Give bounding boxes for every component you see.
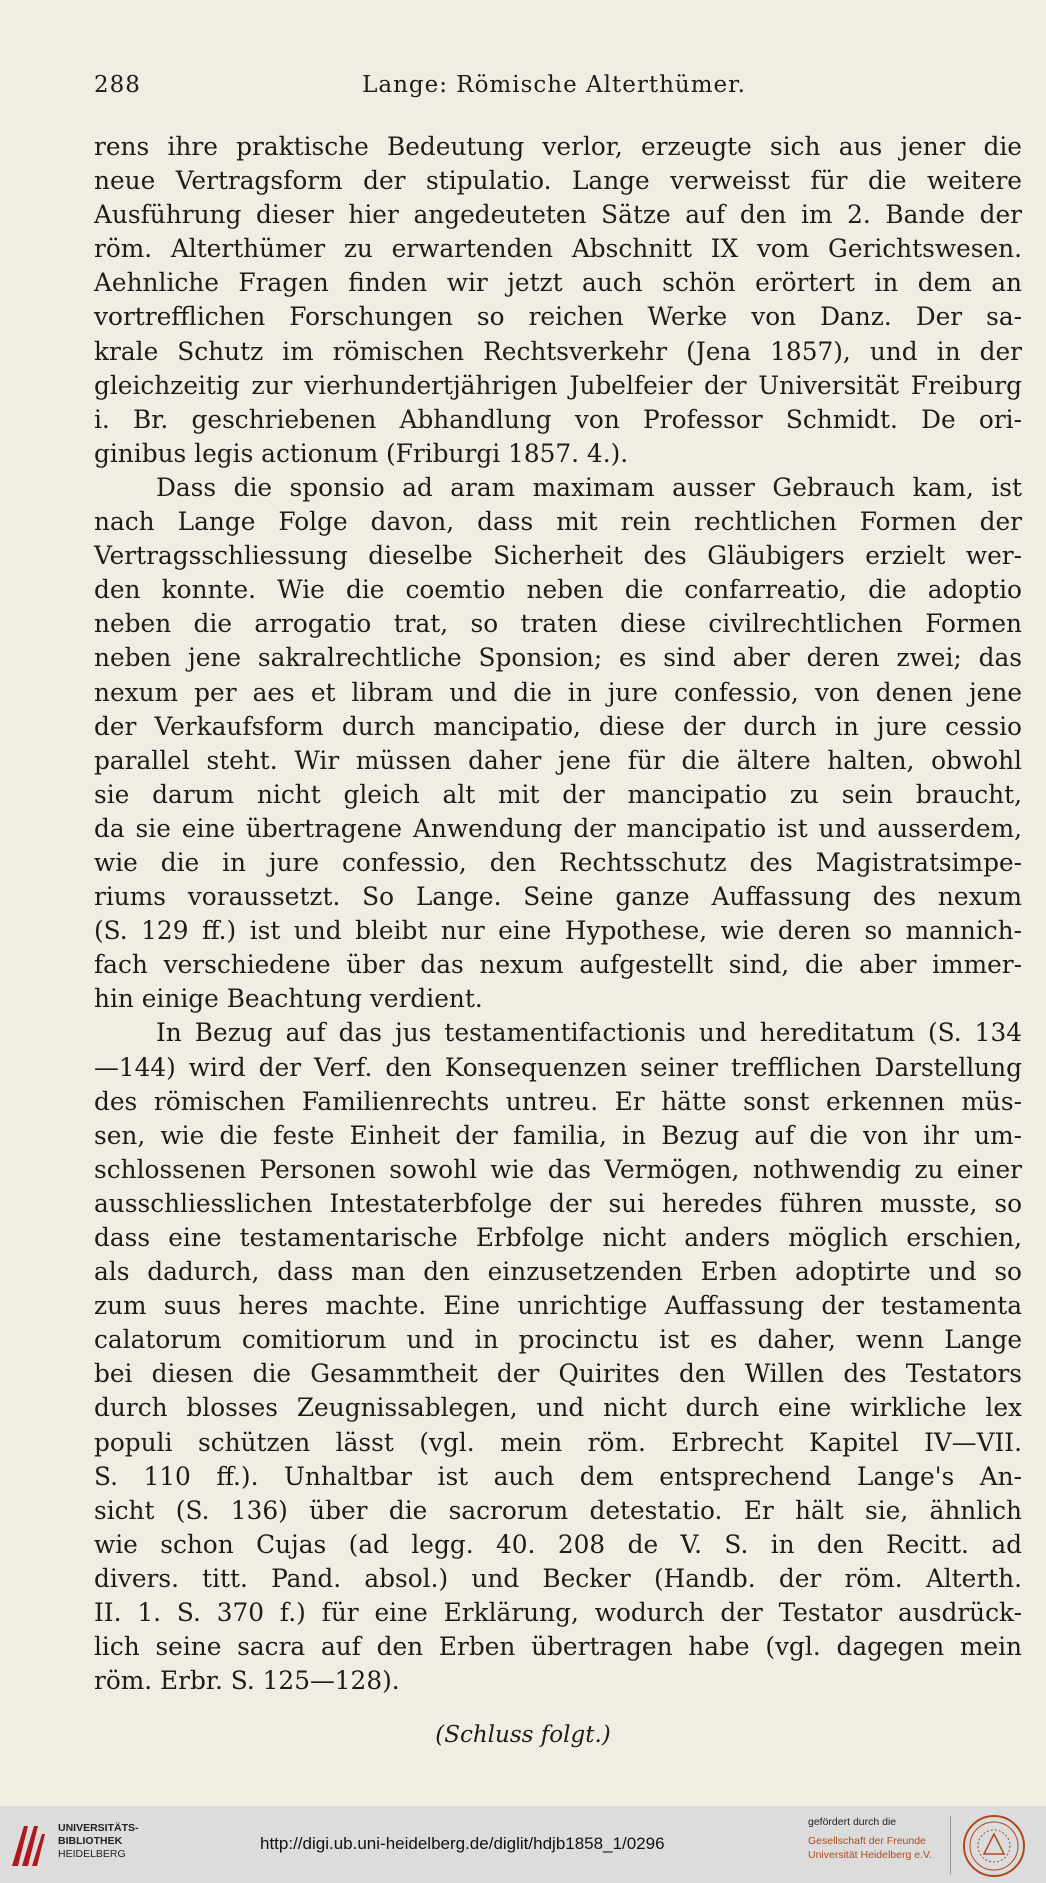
text-line: i. Br. geschriebenen Abhandlung von Professor Schmidt. De ori-	[94, 404, 1022, 434]
text-line: riums voraussetzt. So Lange. Seine ganze Auffassung des nexum	[94, 882, 1022, 912]
text-line: neben die arrogatio trat, so traten diese civilrechtlichen Formen	[94, 609, 1022, 639]
library-name-line-2: BIBLIOTHEK	[58, 1835, 123, 1847]
text-line: sen, wie die feste Einheit der familia, in Bezug auf die von ihr um-	[94, 1120, 1022, 1150]
text-line: ginibus legis actionum (Friburgi 1857. 4.).	[94, 438, 629, 468]
text-line: dass eine testamentarische Erbfolge nicht anders möglich erschien,	[94, 1223, 1022, 1252]
source-url-link[interactable]: http://digi.ub.uni-heidelberg.de/diglit/hdjb1858_1/0296	[260, 1834, 665, 1853]
text-line: als dadurch, dass man den einzusetzenden Erben adoptirte und so	[94, 1257, 1022, 1287]
text-line: durch blosses Zeugnissablegen, und nicht durch eine wirkliche lex	[94, 1393, 1022, 1423]
text-line: (S. 129 ff.) ist und bleibt nur eine Hypothese, wie deren so mannich-	[94, 916, 1022, 946]
text-line: II. 1. S. 370 f.) für eine Erklärung, wodurch der Testator ausdrück-	[94, 1598, 1022, 1628]
university-seal-icon	[962, 1814, 1026, 1878]
text-line: nexum per aes et libram und die in jure confessio, von denen jene	[94, 677, 1022, 707]
text-line: Ausführung dieser hier angedeuteten Sätze auf den im 2. Bande der	[94, 200, 1022, 230]
text-line: der Verkaufsform durch mancipatio, diese der durch in jure cessio	[94, 711, 1022, 741]
text-line: In Bezug auf das jus testamentifactionis und hereditatum (S. 134	[156, 1018, 1022, 1048]
text-line: gleichzeitig zur vierhundertjährigen Jubelfeier der Universität Freiburg	[94, 370, 1022, 400]
text-line: vortrefflichen Forschungen so reichen Werke von Danz. Der sa-	[94, 302, 1022, 332]
text-line: des römischen Familienrechts untreu. Er hätte sonst erkennen müs-	[94, 1086, 1022, 1116]
library-name	[58, 1822, 139, 1861]
text-line: calatorum comitiorum und in procinctu ist es daher, wenn Lange	[94, 1325, 1022, 1355]
body-text	[94, 130, 1022, 1698]
text-line: da sie eine übertragene Anwendung der mancipatio ist und ausserdem,	[94, 813, 1022, 843]
text-line: sicht (S. 136) über die sacrorum detestatio. Er hält sie, ähnlich	[94, 1495, 1022, 1525]
text-line: rens ihre praktische Bedeutung verlor, erzeugte sich aus jener die	[94, 132, 1022, 161]
running-head-title: Lange: Römische Alterthümer.	[362, 72, 746, 98]
text-line: sie darum nicht gleich alt mit der mancipatio zu sein braucht,	[94, 779, 1022, 809]
text-line: zum suus heres machte. Eine unrichtige Auffassung der testamenta	[94, 1291, 1022, 1321]
text-line: parallel steht. Wir müssen daher jene für die ältere halten, obwohl	[94, 745, 1022, 775]
text-line: krale Schutz im römischen Rechtsverkehr (Jena 1857), und in der	[94, 336, 1022, 366]
funding-credit	[808, 1816, 958, 1862]
text-line: röm. Erbr. S. 125—128).	[94, 1666, 400, 1696]
text-line: bei diesen die Gesammtheit der Quirites den Willen des Testators	[94, 1359, 1022, 1389]
text-line: fach verschiedene über das nexum aufgestellt sind, die aber immer-	[94, 950, 1022, 980]
library-name-line-3: HEIDELBERG	[58, 1848, 126, 1860]
text-line: wie die in jure confessio, den Rechtsschutz des Magistratsimpe-	[94, 847, 1022, 877]
text-line: divers. titt. Pand. absol.) und Becker (Handb. der röm. Alterth.	[94, 1563, 1022, 1593]
funded-by-label: gefördert durch die	[808, 1816, 897, 1828]
text-line: Vertragsschliessung dieselbe Sicherheit des Gläubigers erzielt wer-	[94, 541, 1022, 571]
text-line: wie schon Cujas (ad legg. 40. 208 de V. S. in den Recitt. ad	[94, 1529, 1022, 1559]
text-line: —144) wird der Verf. den Konsequenzen seiner trefflichen Darstellung	[94, 1052, 1022, 1082]
digitization-footer	[0, 1806, 1046, 1883]
text-line: Aehnliche Fragen finden wir jetzt auch schön erörtert in dem an	[94, 268, 1022, 298]
text-line: nach Lange Folge davon, dass mit rein rechtlichen Formen der	[94, 507, 1022, 537]
text-line: lich seine sacra auf den Erben übertragen habe (vgl. dagegen mein	[94, 1632, 1022, 1662]
text-line: den konnte. Wie die coemtio neben die confarreatio, die adoptio	[94, 575, 1022, 605]
text-line: schlossenen Personen sowohl wie das Vermögen, nothwendig zu einer	[94, 1154, 1022, 1184]
running-head	[94, 72, 1014, 106]
text-line: röm. Alterthümer zu erwartenden Abschnitt IX vom Gerichtswesen.	[94, 234, 1022, 264]
text-line: ausschliesslichen Intestaterbfolge der sui heredes führen musste, so	[94, 1188, 1022, 1218]
text-line: S. 110 ff.). Unhaltbar ist auch dem entsprechend Lange's An-	[94, 1461, 1022, 1491]
text-line: neben jene sakralrechtliche Sponsion; es sind aber deren zwei; das	[94, 643, 1022, 673]
text-line: hin einige Beachtung verdient.	[94, 984, 483, 1014]
funder-line-1: Gesellschaft der Freunde	[808, 1835, 926, 1847]
footer-divider	[950, 1816, 951, 1874]
library-name-line-1: UNIVERSITÄTS-	[58, 1822, 139, 1834]
page-number: 288	[94, 72, 141, 98]
text-line: populi schützen lässt (vgl. mein röm. Erbrecht Kapitel IV—VII.	[94, 1427, 1022, 1457]
text-line: neue Vertragsform der stipulatio. Lange verweisst für die weitere	[94, 166, 1022, 196]
text-line: Dass die sponsio ad aram maximam ausser Gebrauch kam, ist	[156, 472, 1022, 502]
funder-line-2: Universität Heidelberg e.V.	[808, 1849, 932, 1861]
library-logo-icon	[8, 1820, 48, 1870]
continuation-note: (Schluss folgt.)	[435, 1722, 611, 1748]
